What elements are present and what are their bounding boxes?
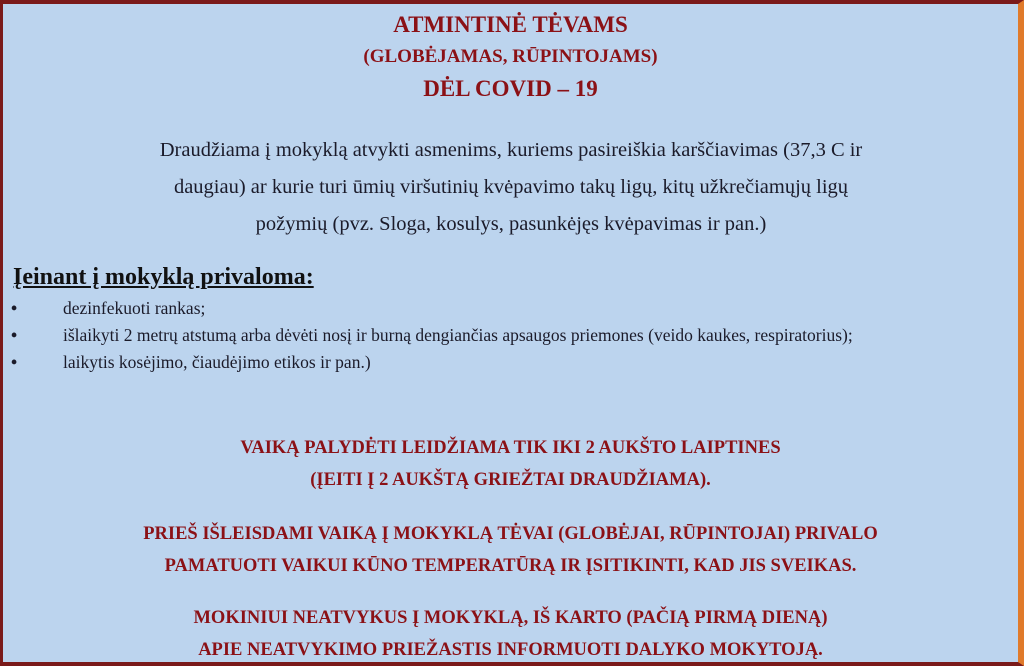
intro-line-3: požymių (pvz. Sloga, kosulys, pasunkėjęs kvėpavimas ir pan.): [255, 213, 767, 235]
notice-escort: [3, 432, 1018, 496]
list-item-text: dezinfekuoti rankas;: [63, 298, 206, 318]
title-line-1: ATMINTINĖ TĖVAMS: [393, 12, 628, 37]
notice-absence-line-2: APIE NEATVYKIMO PRIEŽASTIS INFORMUOTI DALYKO MOKYTOJĄ.: [198, 640, 823, 660]
bullet-icon: •: [11, 298, 18, 318]
bullet-icon: •: [11, 352, 18, 372]
notice-temperature-line-1: PRIEŠ IŠLEISDAMI VAIKĄ Į MOKYKLĄ TĖVAI (GLOBĖJAI, RŪPINTOJAI) PRIVALO: [143, 524, 878, 544]
notice-escort-line-1: VAIKĄ PALYDĖTI LEIDŽIAMA TIK IKI 2 AUKŠTO LAIPTINES: [240, 438, 781, 458]
requirements-list: [11, 295, 1011, 376]
list-item-text: išlaikyti 2 metrų atstumą arba dėvėti nosį ir burną dengiančias apsaugos priemones (veido kaukes, respiratorius);: [63, 325, 853, 345]
requirements-heading: Įeinant į mokyklą privaloma:: [13, 264, 314, 290]
title-line-2: (GLOBĖJAMAS, RŪPINTOJAMS): [363, 46, 658, 67]
intro-line-1: Draudžiama į mokyklą atvykti asmenims, kuriems pasireiškia karščiavimas (37,3 C ir: [159, 139, 863, 161]
list-item-text: laikytis kosėjimo, čiaudėjimo etikos ir pan.): [63, 352, 371, 372]
intro-line-2: daugiau) ar kurie turi ūmių viršutinių kvėpavimo takų ligų, kitų užkrečiamųjų ligų: [173, 176, 849, 198]
intro-paragraph: [31, 132, 991, 243]
notice-temperature-line-2: PAMATUOTI VAIKUI KŪNO TEMPERATŪRĄ IR ĮSITIKINTI, KAD JIS SVEIKAS.: [164, 556, 857, 576]
list-item: [11, 322, 1011, 349]
notice-absence: [3, 602, 1018, 666]
notice-temperature: [3, 518, 1018, 582]
notice-absence-line-1: MOKINIUI NEATVYKUS Į MOKYKLĄ, IŠ KARTO (PAČIĄ PIRMĄ DIENĄ): [193, 608, 828, 628]
list-item: [11, 349, 1011, 376]
title-line-3: DĖL COVID – 19: [423, 76, 598, 101]
notice-escort-line-2: (ĮEITI Į 2 AUKŠTĄ GRIEŽTAI DRAUDŽIAMA).: [310, 470, 711, 490]
bullet-icon: •: [11, 325, 18, 345]
list-item: [11, 295, 1011, 322]
